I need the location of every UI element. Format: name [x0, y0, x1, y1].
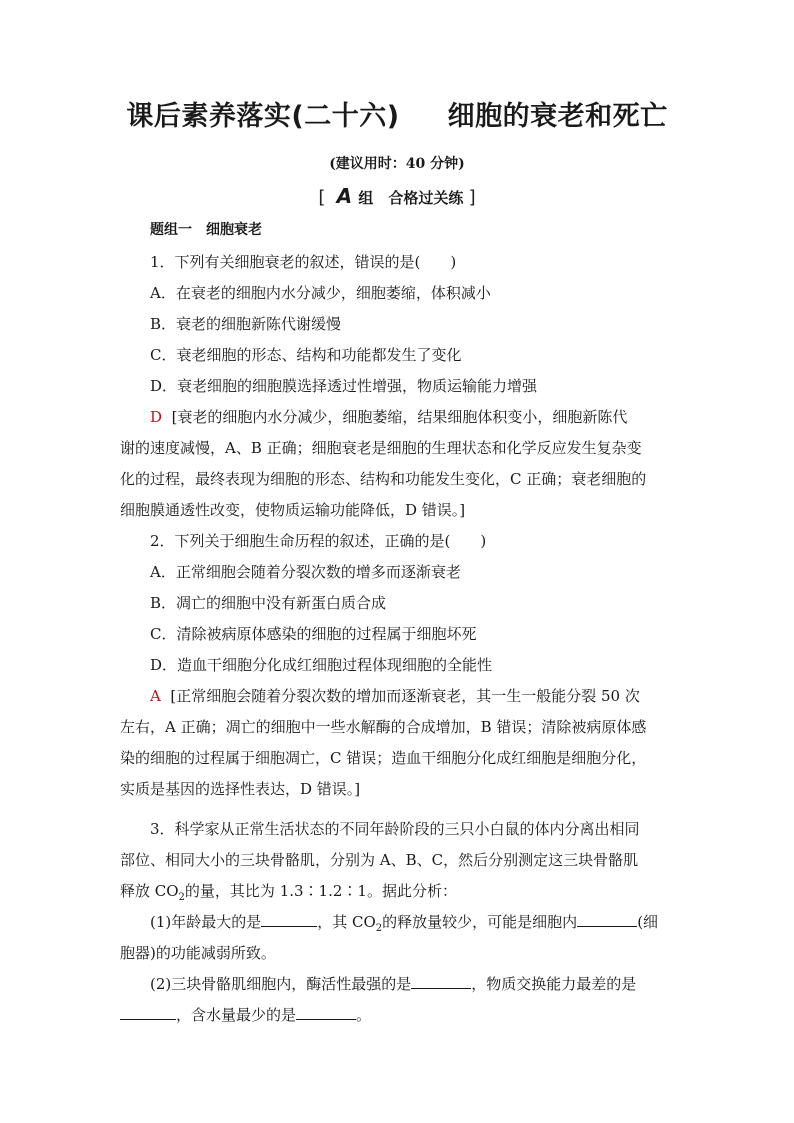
time-note: (建议用时：40 分钟) — [329, 156, 465, 172]
q1-explanation-line2: 谢的速度减慢，A、B 正确；细胞衰老是细胞的生理状态和化学反应发生复杂变 — [120, 439, 642, 457]
q2-explanation-line1 — [150, 686, 640, 706]
q2-option-b: B．凋亡的细胞中没有新蛋白质合成 — [150, 594, 387, 612]
group-label — [0, 184, 794, 208]
q3-sub2-line1: (2)三块骨骼肌细胞内，酶活性最强的是 ，物质交换能力最差的是 — [150, 975, 637, 993]
bracket-close: ] — [468, 187, 476, 208]
q3-sub1-line1: (1)年龄最大的是 ，其 $CO_2$的释放量较少，可能是细胞内 (细 — [150, 913, 659, 934]
q1-explanation-line3: 化的过程，最终表现为细胞的形态、结构和功能发生变化，C 正确；衰老细胞的 — [120, 470, 647, 488]
q1-option-a: A．在衰老的细胞内水分减少，细胞萎缩，体积减小 — [150, 284, 491, 302]
title-left: 课后素养落实(二十六) — [126, 101, 400, 132]
q3-stem-line3: 释放 $CO_2$的量，其比为 1.3∶1.2∶1。据此分析： — [120, 882, 457, 903]
answer-blank[interactable] — [296, 1005, 356, 1020]
answer-blank[interactable] — [120, 1005, 176, 1020]
q2-explanation-line4: 实质是基因的选择性表达，D 错误。] — [120, 780, 361, 798]
q2-explanation-text: [正常细胞会随着分裂次数的增加而逐渐衰老，其一生一般能分裂 50 次 — [170, 687, 640, 705]
q3-stem-line2: 部位、相同大小的三块骨骼肌，分别为 A、B、C，然后分别测定这三块骨骼肌 — [120, 851, 639, 869]
section-heading: 题组一 细胞衰老 — [150, 222, 262, 238]
q3-sub2-line2: ，含水量最少的是 。 — [120, 1005, 371, 1025]
q1-stem: 1．下列有关细胞衰老的叙述，错误的是( ) — [150, 253, 457, 271]
q1-option-c: C．衰老细胞的形态、结构和功能都发生了变化 — [150, 346, 462, 364]
q2-option-c: C．清除被病原体感染的细胞的过程属于细胞坏死 — [150, 625, 477, 643]
q2-explanation-line2: 左右，A 正确；凋亡的细胞中一些水解酶的合成增加，B 错误；清除被病原体感 — [120, 718, 647, 736]
title-right: 细胞的衰老和死亡 — [447, 101, 668, 132]
q3-stem-line1: 3．科学家从正常生活状态的不同年龄阶段的三只小白鼠的体内分离出相同 — [150, 820, 640, 838]
q2-explanation-line3: 染的细胞的过程属于细胞凋亡，C 错误；造血干细胞分化成红细胞是细胞分化， — [120, 749, 647, 767]
q1-option-b: B．衰老的细胞新陈代谢缓慢 — [150, 315, 342, 333]
q1-answer: D — [150, 408, 163, 426]
q2-option-d: D．造血干细胞分化成红细胞过程体现细胞的全能性 — [150, 656, 493, 674]
q3-sub1-line2: 胞器)的功能减弱所致。 — [120, 944, 276, 962]
q1-option-d: D．衰老细胞的细胞膜选择透过性增强，物质运输能力增强 — [150, 377, 538, 395]
q2-option-a: A．正常细胞会随着分裂次数的增多而逐渐衰老 — [150, 563, 461, 581]
q1-explanation-text: [衰老的细胞内水分减少，细胞萎缩，结果细胞体积变小，细胞新陈代 — [171, 408, 628, 426]
group-text: 组 合格过关练 — [358, 189, 464, 207]
group-letter: A — [336, 184, 352, 208]
bracket-open: [ — [318, 187, 326, 208]
answer-blank[interactable] — [577, 912, 637, 927]
answer-blank[interactable] — [261, 912, 317, 927]
q2-stem: 2．下列关于细胞生命历程的叙述，正确的是( ) — [150, 532, 487, 550]
q1-explanation-line1 — [150, 407, 627, 427]
answer-blank[interactable] — [411, 974, 471, 989]
q1-explanation-line4: 细胞膜通透性改变，使物质运输功能降低，D 错误。] — [120, 501, 466, 519]
page-title — [0, 94, 794, 133]
q2-answer: A — [150, 687, 161, 705]
